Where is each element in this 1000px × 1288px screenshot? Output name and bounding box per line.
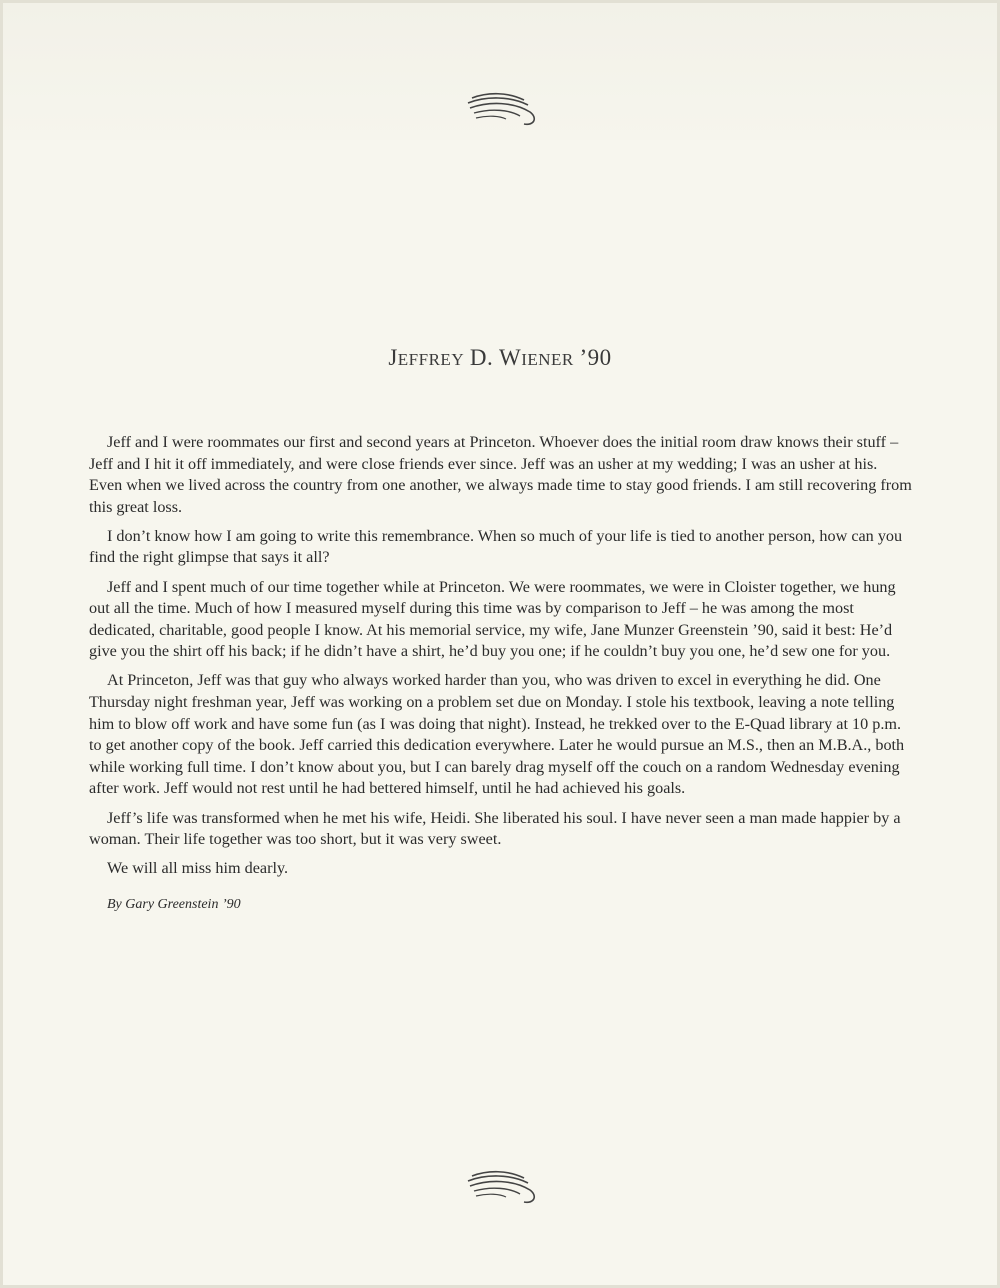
page-title [0, 345, 1000, 371]
paragraph-4: At Princeton, Jeff was that guy who always worked harder than you, who was driven to excel in everything he did. One Thursday night freshman year, Jeff was working on a problem set due on Monday. I stole his textbook, leaving a note telling him to blow off work and have some fun (as I was doing that night). Instead, he trekked over to the E-Quad library at 10 p.m. to get another copy of the book. Jeff carried this dedication everywhere. Later he would pursue an M.S., then an M.B.A., both while working full time. I don’t know about you, but I can barely drag myself off the couch on a random Wednesday evening after work. Jeff would not rest until he had bettered himself, until he had achieved his goals. [89, 671, 905, 798]
paragraph-2: I don’t know how I am going to write this remembrance. When so much of your life is tied to another person, how can you find the right glimpse that says it all? [89, 526, 903, 567]
paragraph-5: Jeff’s life was transformed when he met his wife, Heidi. She liberated his soul. I have never seen a man made happier by a woman. Their life together was too short, but it was very sweet. [89, 808, 901, 849]
remembrance-body [89, 432, 913, 915]
flourish-icon [466, 1166, 542, 1210]
author-byline: By Gary Greenstein ’90 [107, 896, 241, 912]
flourish-icon [466, 88, 542, 132]
title-first-rest: EFFREY [397, 350, 465, 369]
title-last-initial: W [498, 345, 522, 370]
title-class-year: ’90 [579, 345, 612, 370]
paragraph-6: We will all miss him dearly. [107, 859, 289, 878]
title-last-rest: IENER [521, 350, 574, 369]
paragraph-1: Jeff and I were roommates our first and second years at Princeton. Whoever does the initial room draw knows their stuff – Jeff and I hit it off immediately, and were close friends ever since. Jeff was an usher at my wedding; I was an usher at his. Even when we lived across the country from one another, we always made time to stay good friends. I am still recovering from this great loss. [89, 433, 912, 516]
title-middle: D. [469, 345, 494, 370]
paragraph-3: Jeff and I spent much of our time together while at Princeton. We were roommates, we were in Cloister together, we hung out all the time. Much of how I measured myself during this time was by comparison to Jeff – he was among the most dedicated, charitable, good people I know. At his memorial service, my wife, Jane Munzer Greenstein ’90, said it best: He’d give you the shirt off his back; if he didn’t have a shirt, he’d buy you one; if he couldn’t buy you one, he’d sew one for you. [89, 577, 896, 661]
title-first-initial: J [388, 345, 398, 370]
